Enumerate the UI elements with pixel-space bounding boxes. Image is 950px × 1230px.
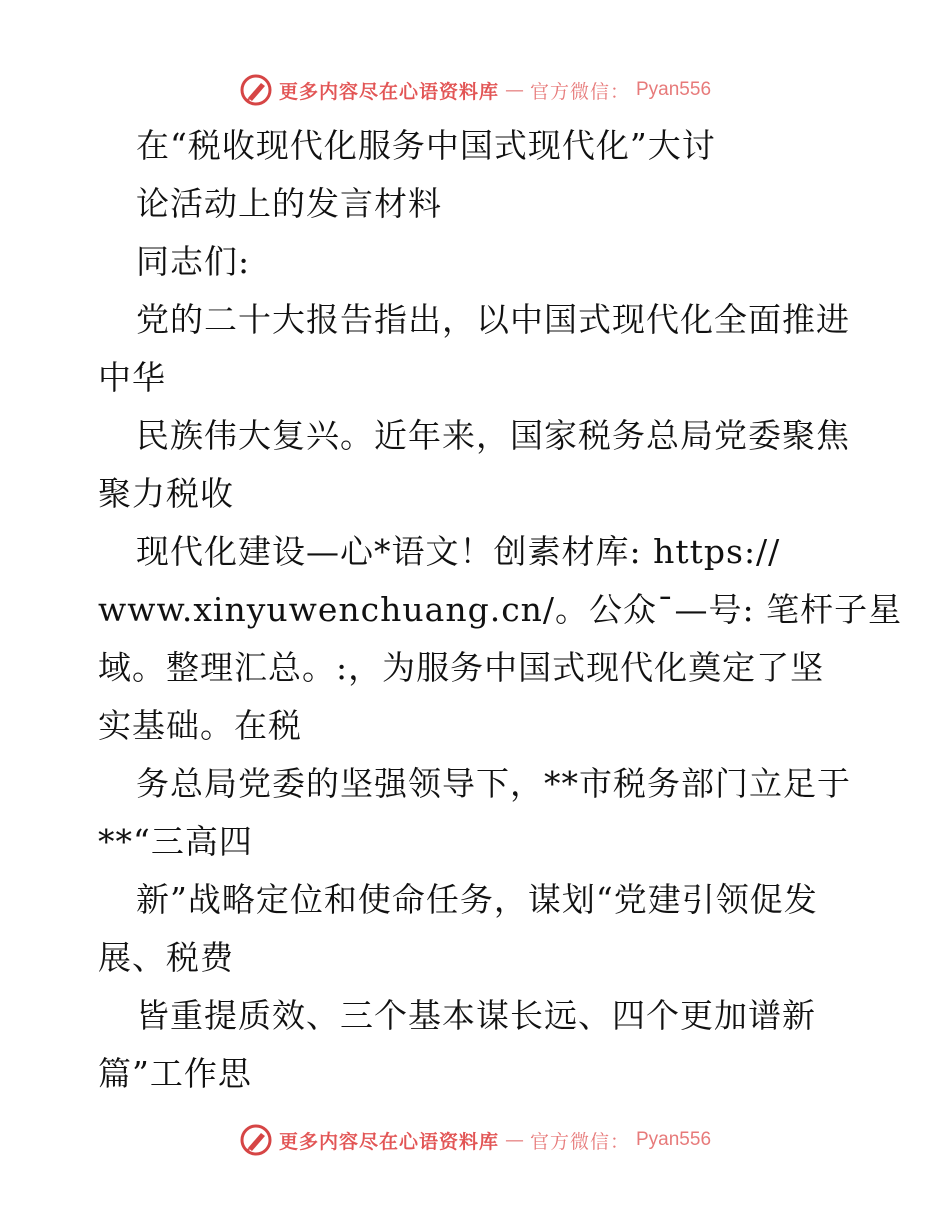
watermark-dash: — bbox=[504, 1129, 524, 1151]
watermark-text: 更多内容尽在心语资料库 bbox=[278, 1130, 499, 1153]
watermark-account-id: Pyan556 bbox=[636, 79, 712, 100]
paragraph-5-line-2: 展、税费 bbox=[98, 938, 234, 977]
pen-logo-icon bbox=[239, 1123, 273, 1157]
salutation: 同志们: bbox=[136, 242, 251, 281]
paragraph-6-line-2: 篇”工作思 bbox=[98, 1054, 252, 1093]
watermark-account-id: Pyan556 bbox=[636, 1129, 712, 1150]
document-body bbox=[98, 117, 903, 1103]
pen-logo-icon bbox=[239, 73, 273, 107]
paragraph-1-line-2: 中华 bbox=[98, 358, 166, 397]
paragraph-3-line-4: 实基础。在税 bbox=[98, 706, 302, 745]
document-title-line-2: 论活动上的发言材料 bbox=[136, 184, 442, 223]
paragraph-6-line-1: 皆重提质效、三个基本谋长远、四个更加谱新 bbox=[136, 996, 816, 1035]
document-title-line-1: 在“税收现代化服务中国式现代化”大讨 bbox=[136, 126, 716, 165]
paragraph-3-line-1: 现代化建设—心*语文！创素材库: https:// bbox=[136, 532, 781, 571]
paragraph-4-line-1: 务总局党委的坚强领导下，**市税务部门立足于 bbox=[136, 764, 851, 803]
header-watermark bbox=[0, 70, 950, 110]
paragraph-5-line-1: 新”战略定位和使命任务，谋划“党建引领促发 bbox=[136, 880, 818, 919]
paragraph-2-line-2: 聚力税收 bbox=[98, 474, 234, 513]
paragraph-3-line-3: 域。整理汇总。:，为服务中国式现代化奠定了坚 bbox=[98, 648, 825, 687]
paragraph-3-line-2: www.xinyuwenchuang.cn/。公众¯—号: 笔杆子星 bbox=[98, 590, 903, 629]
paragraph-4-line-2: **“三高四 bbox=[98, 822, 253, 861]
watermark-text: 更多内容尽在心语资料库 bbox=[278, 80, 499, 103]
footer-watermark bbox=[0, 1120, 950, 1160]
watermark-dash: — bbox=[504, 79, 524, 101]
paragraph-2-line-1: 民族伟大复兴。近年来，国家税务总局党委聚焦 bbox=[136, 416, 850, 455]
watermark-account-label: 官方微信： bbox=[529, 80, 630, 103]
watermark-account-label: 官方微信： bbox=[529, 1130, 630, 1153]
paragraph-1-line-1: 党的二十大报告指出，以中国式现代化全面推进 bbox=[136, 300, 850, 339]
